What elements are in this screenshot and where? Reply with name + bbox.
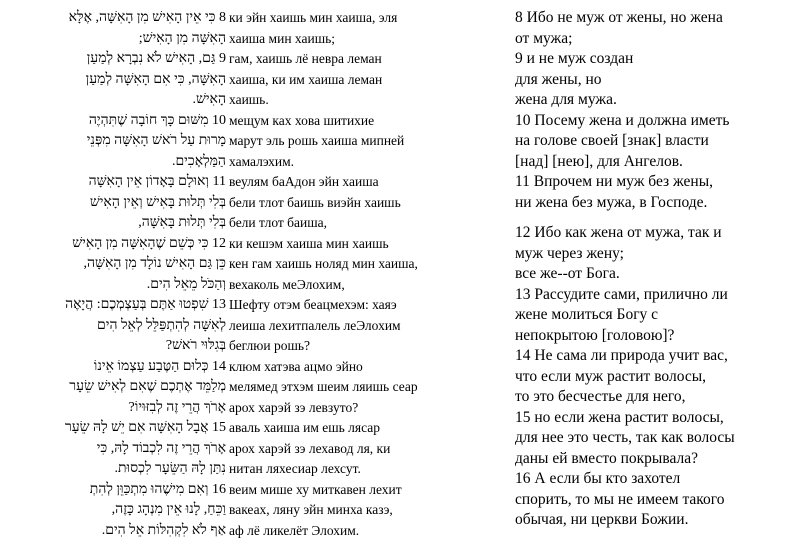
hebrew-line: אַף לֹא לִקְהִלּוֹת אֵל הִים. (30, 521, 226, 541)
transliteration-line: гам, хаишь лё невра леман (229, 49, 499, 70)
transliteration-line: хамалэхим. (229, 152, 499, 173)
transliteration-line: аваль хаиша им ешь лясар (229, 418, 499, 439)
verse-gap (515, 213, 795, 223)
russian-line: [над] [нею], для Ангелов. (515, 152, 795, 173)
russian-column (515, 8, 795, 531)
russian-line: муж через жену; (515, 244, 795, 265)
hebrew-line: הָאִשָּׁה, כִּי אִם הָאִשָּׁה לְמַעַן (30, 70, 226, 91)
transliteration-line: веулям баАдон эйн хаиша (229, 172, 499, 193)
hebrew-line: בְּלִי תְּלוּת בָּאִשָּׁה, (30, 213, 226, 234)
transliteration-line: беглюи рошь? (229, 336, 499, 357)
hebrew-line: 8 כִּי אֵין הָאִישׁ מִן הָאִשָּׁה, אֶלָּא (30, 8, 226, 29)
russian-line: то это бесчестье для него, (515, 387, 795, 408)
russian-line: для нее это честь, так как волосы (515, 428, 795, 449)
hebrew-line: 16 וְאִם מִישֶׁהוּ מִתְכַּוֵּן לְהִתְ (30, 480, 226, 501)
transliteration-line: мещум ках хова шитихие (229, 111, 499, 132)
transliteration-line: Шефту отэм беацмехэм: хаяэ (229, 295, 499, 316)
hebrew-line: אָרֹךְ הֲרֵי זֶה לְבִזּוּיוֹ? (30, 398, 226, 419)
hebrew-line: וַכֵּחַ, לָנוּ אֵין מִנְהָג כָּזֶה, (30, 500, 226, 521)
transliteration-line: мелямед этхэм шеим ляишь сеар (229, 377, 499, 398)
hebrew-line: נִתַּן לָהּ הַשֵּׂעָר לִכְסוּת. (30, 459, 226, 480)
hebrew-line: מְלַמֵּד אֶתְכֶם שֶׁאִם לְאִישׁ שֵׂעָר (30, 377, 226, 398)
hebrew-line: וְהַכֹּל מֵאֵל הִים. (30, 275, 226, 296)
transliteration-line: ки кешэм хаиша мин хаишь (229, 234, 499, 255)
transliteration-line: веим мише ху миткавен лехит (229, 480, 499, 501)
hebrew-line: אָרֹךְ הֲרֵי זֶה לִכְבוֹד לָהּ, כִּי (30, 439, 226, 460)
transliteration-line: нитан ляхесиар лехсут. (229, 459, 499, 480)
russian-line: 13 Рассудите сами, прилично ли (515, 285, 795, 306)
transliteration-line: бели тлот баишь виэйн хаишь (229, 193, 499, 214)
transliteration-column (229, 8, 499, 541)
russian-line: 15 но если жена растит волосы, (515, 408, 795, 429)
transliteration-line: леиша лехитпалель леЭлохим (229, 316, 499, 337)
hebrew-line: הָאִישׁ. (30, 90, 226, 111)
transliteration-line: хаиша, ки им хаиша леман (229, 70, 499, 91)
transliteration-line: марут эль рошь хаиша мипней (229, 131, 499, 152)
transliteration-line: бели тлот баиша, (229, 213, 499, 234)
transliteration-line: арох харэй зэ левзуто? (229, 398, 499, 419)
russian-line: для жены, но (515, 70, 795, 91)
transliteration-line: вакеах, ляну эйн минха казэ, (229, 500, 499, 521)
transliteration-line: клюм хатэва ацмо эйно (229, 357, 499, 378)
russian-line: спорить, то мы не имеем такого (515, 490, 795, 511)
hebrew-line: 9 גַּם, הָאִישׁ לֹא נִבְרָא לְמַעַן (30, 49, 226, 70)
transliteration-line: ки эйн хаишь мин хаиша, эля (229, 8, 499, 29)
hebrew-line: כֵּן גַּם הָאִישׁ נוֹלָד מִן הָאִשָּׁה, (30, 254, 226, 275)
transliteration-line: хаишь. (229, 90, 499, 111)
transliteration-line: арох харэй зэ лехавод ля, ки (229, 439, 499, 460)
russian-line: ни жена без мужа, в Господе. (515, 193, 795, 214)
hebrew-column (30, 8, 226, 541)
transliteration-line: аф лё ликелёт Элохим. (229, 521, 499, 541)
hebrew-line: 14 כְּלוּם הַטֶּבַע עַצְמוֹ אֵינוֹ (30, 357, 226, 378)
russian-line: 11 Впрочем ни муж без жены, (515, 172, 795, 193)
russian-line: на голове своей [знак] власти (515, 131, 795, 152)
hebrew-line: 10 מִשּׁוּם כָּךְ חוֹבָה שֶׁתִּהְיֶה (30, 111, 226, 132)
hebrew-line: בְּגִלּוּי רֹאשׁ? (30, 336, 226, 357)
russian-line: даны ей вместо покрывала? (515, 449, 795, 470)
hebrew-line: 13 שִׁפְטוּ אַתֶּם בְּעַצְמְכֶם: הֲיָאֶה (30, 295, 226, 316)
russian-line: все же--от Бога. (515, 264, 795, 285)
russian-line: что если муж растит волосы, (515, 367, 795, 388)
hebrew-line: 15 אֲבָל הָאִשָּׁה אִם יֵשׁ לָהּ שֵׂעָר (30, 418, 226, 439)
hebrew-line: הַמַּלְאָכִים. (30, 152, 226, 173)
russian-line: 12 Ибо как жена от мужа, так и (515, 223, 795, 244)
transliteration-line: вехаколь меЭлохим, (229, 275, 499, 296)
russian-line: 9 и не муж создан (515, 49, 795, 70)
hebrew-line: הָאִשָּׁה מִן הָאִישׁ; (30, 29, 226, 50)
russian-line: непокрытою [головою]? (515, 326, 795, 347)
russian-line: 8 Ибо не муж от жены, но жена (515, 8, 795, 29)
russian-line: обычая, ни церкви Божии. (515, 510, 795, 531)
hebrew-line: מָרוּת עַל רֹאשׁ הָאִשָּׁה מִפְּנֵי (30, 131, 226, 152)
hebrew-line: לְאִשָּׁה לְהִתְפַּלֵּל לְאֵל הִים (30, 316, 226, 337)
russian-line: от мужа; (515, 29, 795, 50)
russian-line: 14 Не сама ли природа учит вас, (515, 346, 795, 367)
russian-line: 10 Посему жена и должна иметь (515, 111, 795, 132)
russian-line: жене молиться Богу с (515, 305, 795, 326)
russian-line: жена для мужа. (515, 90, 795, 111)
transliteration-line: хаиша мин хаишь; (229, 29, 499, 50)
hebrew-line: בְּלִי תְּלוּת בָּאִישׁ וְאֵין הָאִישׁ (30, 193, 226, 214)
transliteration-line: кен гам хаишь ноляд мин хаиша, (229, 254, 499, 275)
hebrew-line: 12 כִּי כְּשֵׁם שֶׁהָאִשָּׁה מִן הָאִישׁ (30, 234, 226, 255)
russian-line: 16 А если бы кто захотел (515, 469, 795, 490)
hebrew-line: 11 וְאוּלָם בָּאָדוֹן אֵין הָאִשָּׁה (30, 172, 226, 193)
